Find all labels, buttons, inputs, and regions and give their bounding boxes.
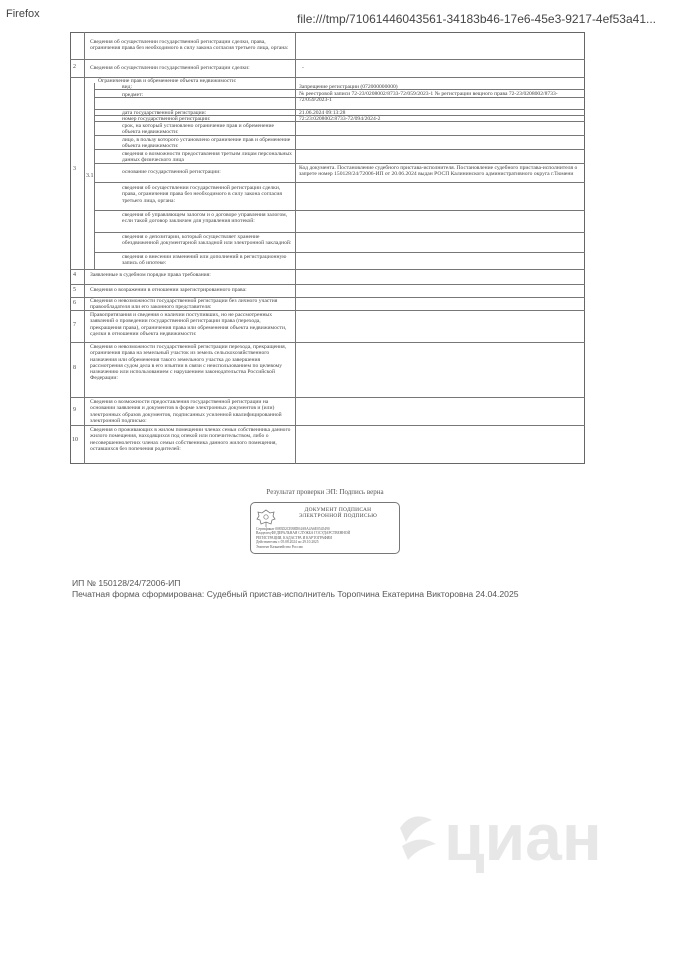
row3-predmet-label: предмет: [122,92,144,98]
row3-sdelka-label: сведения об осуществлении государственной регистрации сделки, права, ограничения права без необходимого в силу закона согласия третьего лица, органа: [122,185,282,204]
browser-app-name: Firefox [6,8,40,20]
print-form-line: Печатная форма сформирована: Судебный пристав-исполнитель Торопчина Екатерина Викторовна 24.04.2025 [72,589,519,599]
row3-izmen-label: сведения о внесении изменений или дополнений в регистрационную запись об ипотеке: [122,254,287,267]
row4-label: Заявленные в судебном порядке права требования: [90,272,211,278]
row3-depozit-label: сведения о депозитарии, который осуществляет хранение обездвиженной документарной закладной или электронной закладной: [122,234,292,247]
ip-number: ИП № 150128/24/72006-ИП [72,578,181,588]
row2-label: Сведения об осуществлении государственной регистрации сделки: [90,65,250,71]
row6-number: 6 [73,300,76,306]
stamp-validity: Действителен с 05.08.2024 по 29.10.2025 [256,540,319,545]
row8-label: Сведения о невозможности государственной регистрации перехода, прекращения, ограничения права на земельный участок из земель сельскохозяйственного назначения или обременения такого земельного участка до завершения рассмотрения судом дела в его изъятии в связи с неиспользованием по целевому назначению или использованием с нарушением законодательства Российской Федерации: [90,344,287,382]
row3-upravl-label: сведения об управляющем залогом и о договоре управления залогом, если такой договор заключен для управления ипотекой: [122,212,288,225]
row3-title: Ограничение прав и обременение объекта недвижимости: [98,78,237,84]
stamp-issuer: Эмитент Казначейство России [256,544,303,549]
row2-value: - [302,65,304,71]
row3-srok-label: срок, на который установлено ограничение прав и обременение объекта недвижимости: [122,123,274,135]
row7-label: Правопритязания и сведения о наличии поступивших, но не рассмотренных заявлений о проведении государственной регистрации права (перехода, прекращения права), ограничения права или обременения объекта недвижимости, сделки в отношении объекта недвижимости: [90,312,287,337]
row3-osnovanie-label: основание государственной регистрации: [122,169,221,175]
stamp-title-line1: ДОКУМЕНТ ПОДПИСАН [304,507,372,513]
browser-url: file:///tmp/71061446043561-34183b46-17e6-45e3-9217-4ef53a41... [297,12,656,26]
row4-number: 4 [73,272,76,278]
row6-label: Сведения о невозможности государственной регистрации без личного участия правообладателя или его законного представителя: [90,298,278,310]
row3-osnovanie-value: Код документа. Постановление судебного пристава-исполнителя. Постановление судебного пристава-исполнителя о запрете номер 150128/24/72006-ИП от 20.06.2024 выдан РОСП Калининского административного округа г.Тюмени [299,165,578,178]
signature-block [250,488,400,554]
row3-lico-label: лицо, в пользу которого установлено ограничение прав и обременение объекта недвижимости: [122,137,291,149]
watermark-text: циан [444,800,602,874]
row3-predmet-value: № реестровой записи 72-23/0208002/8733-72/059/2023-1 № регистрации вещного права 72-23/0208002/8733-72/059/2023-1 [299,91,558,104]
row3-number: 3 [73,166,76,172]
row5-number: 5 [73,287,76,293]
row9-number: 9 [73,407,76,413]
signature-stamp [250,502,400,554]
row3-nomer-label: номер государственной регистрации: [122,116,211,122]
row5-label: Сведения о возражении в отношении зарегистрированного права: [90,287,247,293]
stamp-title-line2: ЭЛЕКТРОННОЙ ПОДПИСЬЮ [298,513,378,519]
row1-continuation: Сведения об осуществлении государственной регистрации сделки, права, ограничения права без необходимого в силу закона согласия третьего лица, органа: [90,39,289,52]
stamp-certificate: Сертификат 0083D2CEB8D04A8A4A6E0545490 [256,527,330,531]
row3-vid-label: вид: [122,84,133,90]
stamp-owner-cont: РЕГИСТРАЦИИ, КАДАСТРА И КАРТОГРАФИИ [256,535,332,540]
row2-number: 2 [73,64,76,70]
row3-sub-number: 3.1 [86,173,94,179]
row9-label: Сведения о возможности предоставления государственной регистрации на основании заявления и документов в форме электронных документов и (или) электронных образов документов, подписанных усиленной квалифицированной электронной подписью: [90,399,282,424]
row3-pravo-label: сведения о возможности предоставления третьим лицам персональных данных физического лица [122,151,292,163]
emblem-icon [255,508,277,528]
cian-watermark [392,790,602,880]
document-table [70,32,585,464]
row7-number: 7 [73,322,76,328]
row3-date-value: 21.06.2024 09:13:28 [299,110,346,116]
row10-label: Сведения о проживающих в жилом помещении членах семьи собственника данного жилого помещения, находящихся под опекой или попечительством, либо о несовершеннолетних членах семьи собственника данного жилого помещения, оставшихся без попечения родителей: [90,427,291,452]
stamp-owner: Владелец ФЕДЕРАЛЬНАЯ СЛУЖБА ГОСУДАРСТВЕННОЙ [256,531,351,536]
row3-nomer-value: 72:23:0208002:8733-72/094/2024-2 [299,116,381,122]
row10-number: 10 [72,437,78,443]
row3-vid-value: Запрещение регистрации (072000000000) [299,84,398,90]
signature-verification-caption: Результат проверки ЭП: Подпись верна [266,488,384,496]
row3-date-label: дата государственной регистрации: [122,110,207,116]
row8-number: 8 [73,365,76,371]
